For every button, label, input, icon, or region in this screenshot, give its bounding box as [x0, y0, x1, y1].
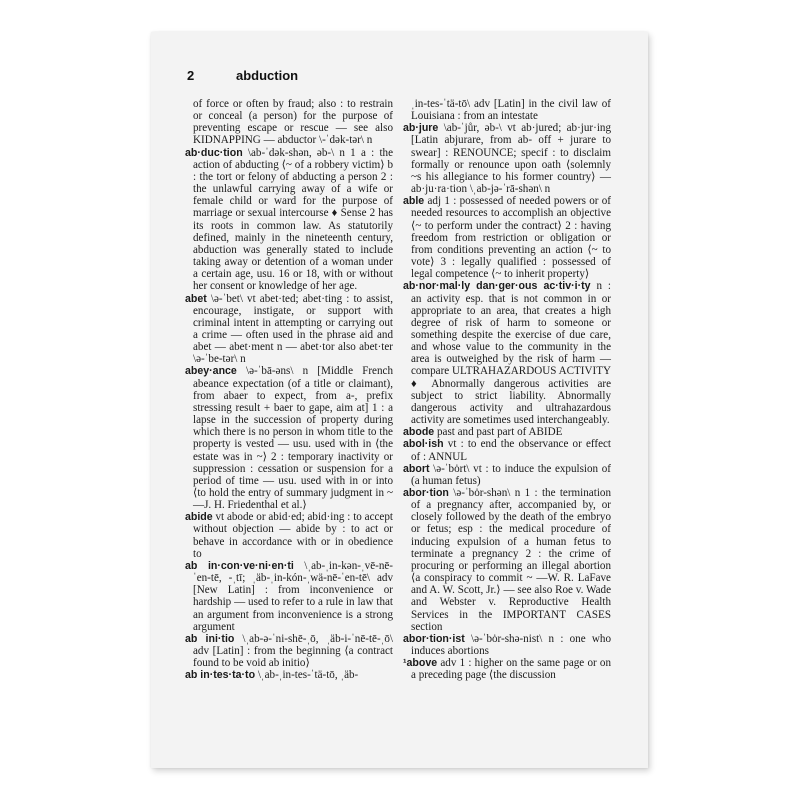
dictionary-entry	[403, 195, 611, 280]
entry-headword: abol·ish	[403, 438, 444, 451]
entry-text: adj 1 : possessed of needed powers or of needed resources to accomplish an objective ⟨~ to perform under the contract⟩ 2 : having freedom from restriction or obligation or from conditions preventing an action ⟨~ to vote⟩ 3 : legally qualified : possessed of legal competence ⟨~ to inherit property⟩	[411, 195, 611, 281]
dictionary-entry	[185, 511, 393, 560]
right-column	[403, 98, 611, 682]
entry-text: vt : to end the observance or effect of : ANNUL	[411, 438, 611, 463]
dictionary-entry	[403, 633, 611, 657]
entry-text: \ə-ˈbȯr-shən\ n 1 : the termination of a pregnancy after, accompanied by, or closely followed by the death of the embryo or fetus; esp : the medical procedure of inducing expulsion of a human fetus to terminate a pregnancy 2 : the crime of procuring or performing an illegal abortion ⟨a conspiracy to commit ~ —W. R. LaFave and A. W. Scott, Jr.⟩ — see also Roe v. Wade and Webster v. Reproductive Health Services in the IMPORTANT CASES section	[411, 487, 611, 633]
dictionary-entry	[403, 122, 611, 195]
entry-headword: ab ini·tio	[185, 632, 235, 645]
entry-headword: able	[403, 195, 425, 208]
entry-text: adv 1 : higher on the same page or on a preceding page ⟨the discussion	[411, 657, 611, 682]
entry-headword: ab·duc·tion	[185, 146, 243, 159]
dictionary-entry	[185, 98, 393, 147]
entry-text: \ə-ˈbet\ vt abet·ted; abet·ting : to assist, encourage, instigate, or support with criminal intent in attempting or carrying out a crime — often used in the phrase aid and abet — abet·ment n — abet·tor also abet·ter \ə-ˈbe-tər\ n	[193, 292, 394, 366]
entry-text: \ˌab-ə-ˈni-shē-ˌō, ˌäb-i-ˈnē-tē-ˌō\ adv [Latin] : from the beginning ⟨a contract found to be void ab initio⟩	[193, 632, 393, 670]
entry-text: \ab-ˈdək-shən, əb-\ n 1 a : the action of abducting ⟨~ of a robbery victim⟩ b : the tort or felony of abducting a person 2 : the unlawful carrying away of a wife or female child or ward for the purpose of marriage or sexual intercourse ♦ Sense 2 has its roots in common law. As statutorily defined, mainly in the nineteenth century, abduction was generally stated to include taking away or detention of a woman under a certain age, usu. 16 or 18, with or without her consent or knowledge of her age.	[193, 146, 393, 293]
entry-headword: ab·nor·mal·ly dan·ger·ous ac·tiv·i·ty	[403, 280, 591, 293]
dictionary-entry	[403, 98, 611, 122]
dictionary-entry	[185, 147, 393, 293]
entry-text: \ə-ˈbȯrt\ vt : to induce the expulsion of (a human fetus)	[411, 462, 611, 487]
entry-headword: abor·tion·ist	[403, 632, 465, 645]
entry-text: \ab-ˈjůr, əb-\ vt ab·jured; ab·jur·ing [Latin abjurare, from ab- off + jurare to swear] : RENOUNCE; specif : to disclaim formally or renounce upon oath ⟨solemnly ~s his allegiance to his former country⟩ — ab·ju·ra·tion \ˌab-jə-ˈrā-shən\ n	[411, 122, 611, 196]
entry-headword: ab in·con·ve·ni·en·ti	[185, 559, 294, 572]
entry-text: ˌin-tes-ˈtä-tō\ adv [Latin] in the civil law of Louisiana : from an intestate	[411, 98, 611, 123]
entry-text: past and past part of ABIDE	[436, 426, 563, 439]
guide-word: abduction	[236, 68, 299, 83]
entry-text: \ə-ˈbā-əns\ n [Middle French abeance expectation (of a title or claimant), from abaer to expect, from a-, prefix stressing result + baer to gape, aim at] 1 : a lapse in the succession of property during which there is no person in whom title to the property is vested — usu. used with in ⟨the estate was in ~⟩ 2 : temporary inactivity or suppression : cessation or suspension for a period of time — usu. used with in or into ⟨to hold the entry of summary judgment in ~ —J. H. Friedenthal et al.⟩	[193, 365, 394, 512]
entry-headword: abor·tion	[403, 487, 449, 499]
entry-headword: ab·jure	[403, 122, 439, 135]
dictionary-entry	[403, 426, 611, 438]
dictionary-entry	[403, 463, 611, 487]
entry-headword: abort	[403, 462, 430, 475]
entry-headword: ab in·tes·ta·to	[185, 669, 256, 682]
dictionary-entry	[403, 438, 611, 462]
dictionary-entry	[185, 365, 393, 511]
page-header	[187, 68, 298, 83]
dictionary-entry	[185, 669, 393, 681]
dictionary-entry	[403, 280, 611, 426]
entry-text: n : an activity esp. that is not common in or appropriate to an area, that creates a high degree of risk of harm to someone or something despite the exercise of due care, and whose value to the community in the area is outweighed by the risk of harm — compare ULTRAHAZARDOUS ACTIVITY ♦ Abnormally dangerous activities are subject to strict liability. Abnormally dangerous activity and ultrahazardous activity are sometimes used interchangeably.	[411, 280, 611, 427]
entry-text: \ˌab-ˌin-kən-ˌvē-nē-ˈen-tē, -ˌtī; ˌäb-ˌin-kón-ˌwä-nē-ˈen-tē\ adv [New Latin] : from inconvenience or hardship — used to refer to a rule in law that an argument from inconvenience is a strong argument	[193, 559, 393, 633]
entry-text: of force or often by fraud; also : to restrain or conceal (a person) for the purpose of preventing escape or rescue — see also KIDNAPPING — abductor \-ˈdək-tər\ n	[193, 98, 393, 147]
dictionary-entry	[403, 657, 611, 681]
entry-text: vt abode or abid·ed; abid·ing : to accept without objection — abide by : to act or behave in accordance with or in obedience to	[193, 511, 393, 560]
dictionary-entry	[185, 293, 393, 366]
entry-headword: abode	[403, 426, 435, 439]
entry-text: \ˌab-ˌin-tes-ˈtä-tō, ˌäb-	[257, 669, 359, 682]
dictionary-entry	[403, 487, 611, 633]
page-number: 2	[187, 68, 195, 83]
entry-text: \ə-ˈbȯr-shə-nist\ n : one who induces abortions	[411, 632, 611, 658]
entry-headword: abide	[185, 511, 213, 524]
left-column	[185, 98, 393, 682]
dictionary-entry	[185, 633, 393, 669]
entry-headword: ¹above	[403, 657, 438, 670]
dictionary-page	[151, 32, 648, 768]
entry-headword: abet	[185, 292, 207, 305]
entry-headword: abey·ance	[185, 365, 237, 378]
dictionary-entry	[185, 560, 393, 633]
